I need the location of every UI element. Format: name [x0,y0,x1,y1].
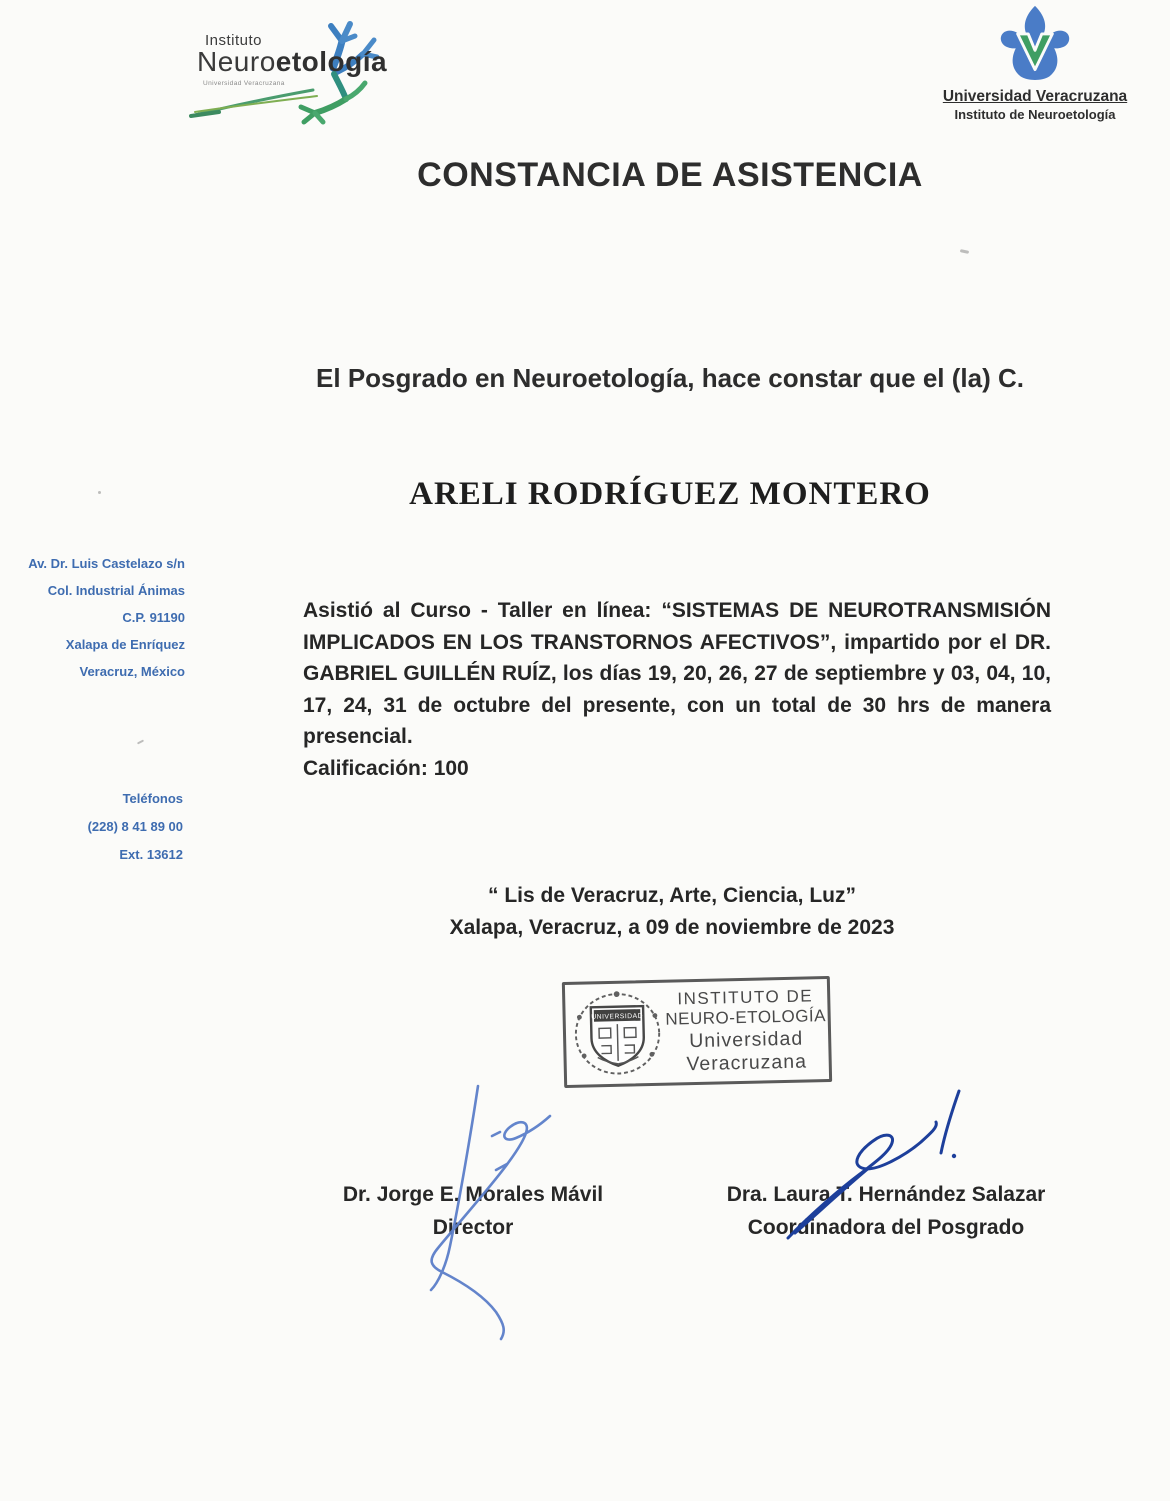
uv-fleur-de-lis-icon [996,4,1074,86]
address-line: Av. Dr. Luis Castelazo s/n [28,556,185,571]
scan-artifact [137,739,144,744]
motto-line: “ Lis de Veracruz, Arte, Ciencia, Luz” [487,884,856,907]
body-block [303,595,1051,784]
instituto-neuroetologia-logo [183,20,388,120]
phones-label: Teléfonos [122,791,183,806]
stamp-line-1: INSTITUTO DE [677,986,814,1009]
coordinator-role: Coordinadora del Posgrado [747,1216,1025,1239]
grade-line: Calificación: 100 [303,756,469,780]
address-block [15,550,185,685]
uv-seal-icon [571,987,665,1081]
phone-extension: Ext. 13612 [119,847,183,862]
address-line: Xalapa de Enríquez [65,637,185,652]
scan-artifact [960,249,969,254]
institutional-stamp [562,976,832,1088]
recipient-name: ARELI RODRÍGUEZ MONTERO [409,476,931,512]
phones-block [15,785,183,869]
uv-logo-title: Universidad Veracruzana [942,88,1128,105]
logo-institute-word: Instituto [205,32,263,49]
seal-banner-text: UNIVERSIDAD [591,1012,644,1021]
universidad-veracruzana-logo [920,4,1150,124]
stamp-line-4: Veracruzana [686,1050,808,1075]
date-line: Xalapa, Veracruz, a 09 de noviembre de 2023 [449,916,895,939]
stamp-line-2: NEURO-ETOLOGÍA [665,1005,827,1029]
coordinator-name: Dra. Laura T. Hernández Salazar [726,1183,1046,1206]
director-name: Dr. Jorge E. Morales Mávil [342,1183,604,1206]
stamp-line-3: Universidad [688,1027,804,1053]
uv-logo-subtitle: Instituto de Neuroetología [954,107,1116,122]
intro-line: El Posgrado en Neuroetología, hace constar que el (la) C. [316,363,1024,393]
address-line: Col. Industrial Ánimas [47,583,185,598]
address-line: Veracruz, México [79,664,185,679]
coordinator-signature-ink [735,1085,975,1275]
logo-caption: Universidad Veracruzana [203,80,285,87]
stamp-text [663,986,829,1076]
scan-artifact [98,491,101,494]
director-role: Director [432,1216,514,1239]
logo-brand-word: Neuroetología [197,46,388,77]
phone-number: (228) 8 41 89 00 [87,819,183,834]
course-paragraph: Asistió al Curso - Taller en línea: “SISTEMAS DE NEUROTRANSMISIÓN IMPLICADOS EN LOS TRANSTORNOS AFECTIVOS”, impartido por el DR. GABRIEL GUILLÉN RUÍZ, los días 19, 20, 26, 27 de septiembre y 03, 04, 10, 17, 24, 31 de octubre del presente, con un total de 30 hrs de manera presencial. [303,599,1051,748]
signature-block-coordinator [726,1183,1046,1240]
signature-block-director [313,1183,633,1240]
address-line: C.P. 91190 [122,610,185,625]
document-title: CONSTANCIA DE ASISTENCIA [417,156,923,194]
